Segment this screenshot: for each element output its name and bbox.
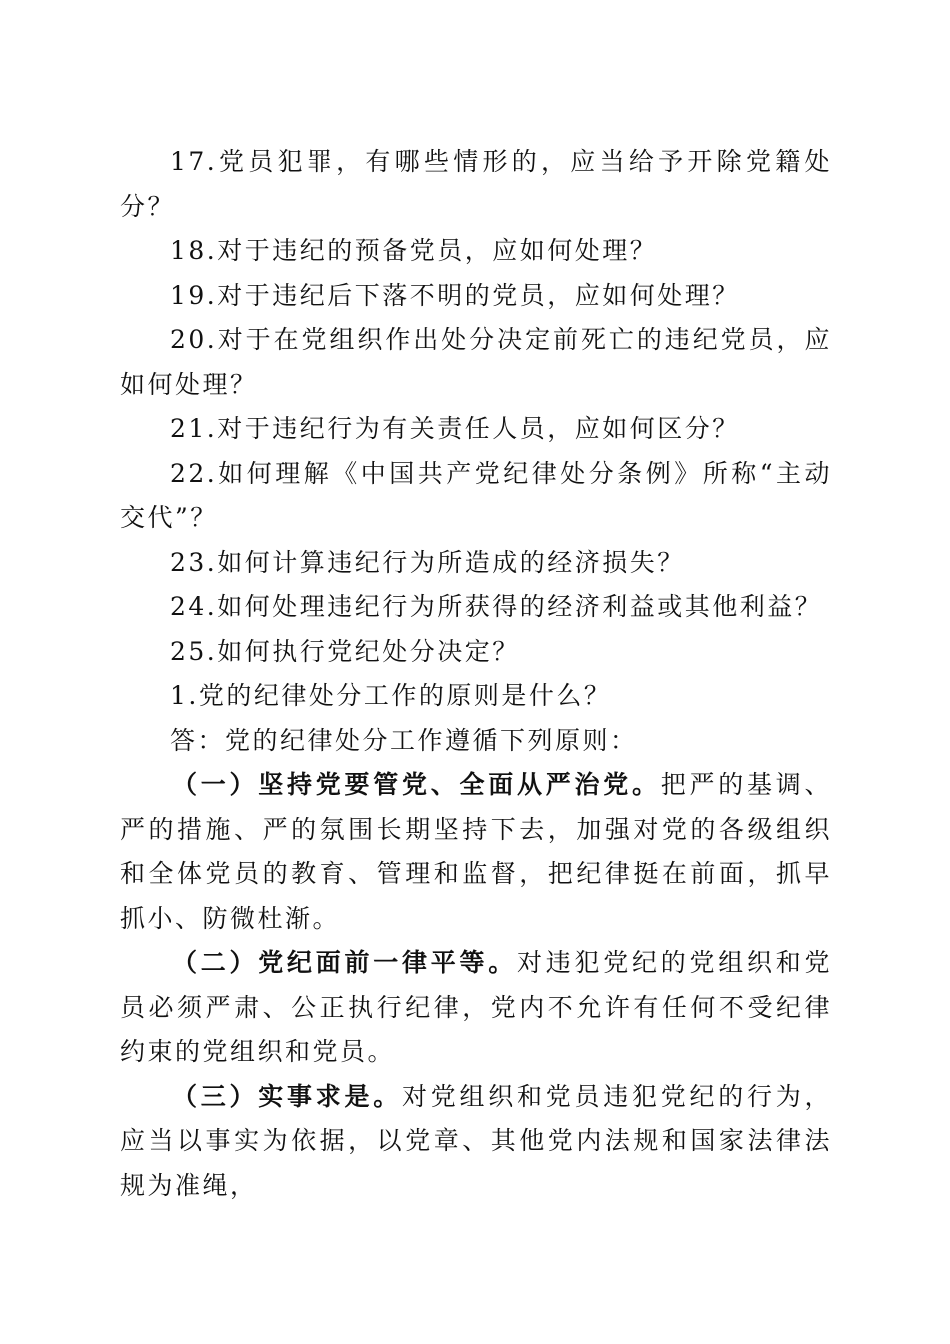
document-body [120,140,832,1208]
question-17: 17.党员犯罪，有哪些情形的，应当给予开除党籍处分？ [120,147,832,221]
principle-3 [120,1075,832,1209]
answer-intro: 答：党的纪律处分工作遵循下列原则： [170,725,638,755]
principle-1 [120,763,832,941]
principle-2 [120,941,832,1075]
principle-1-text: 把严的基调、严的措施、严的氛围长期坚持下去，加强对党的各级组织和全体党员的教育、管理和监督，把纪律挺在前面，抓早抓小、防微杜渐。 [120,770,832,933]
answer-question-1: 1.党的纪律处分工作的原则是什么？ [170,681,612,710]
principle-3-heading: （三）实事求是。 [172,1081,402,1111]
question-23: 23.如何计算违纪行为所造成的经济损失？ [170,547,685,577]
question-21: 21.对于违纪行为有关责任人员，应如何区分？ [170,414,740,443]
principle-1-heading: （一）坚持党要管党、全面从严治党。 [172,770,661,799]
question-22: 22.如何理解《中国共产党纪律处分条例》所称“主动交代”？ [120,458,832,532]
question-19: 19.对于违纪后下落不明的党员，应如何处理？ [170,280,740,310]
question-25: 25.如何执行党纪处分决定？ [170,636,520,666]
principle-3-text: 对党组织和党员违犯党纪的行为，应当以事实为依据，以党章、其他党内法规和国家法律法规为准绳， [120,1081,832,1200]
question-18: 18.对于违纪的预备党员，应如何处理？ [170,236,658,265]
question-20: 20.对于在党组织作出处分决定前死亡的违纪党员，应如何处理？ [120,325,832,399]
principle-2-heading: （二）党纪面前一律平等。 [172,948,517,977]
question-24: 24.如何处理违纪行为所获得的经济利益或其他利益？ [170,592,823,621]
principle-2-text: 对违犯党纪的党组织和党员必须严肃、公正执行纪律，党内不允许有任何不受纪律约束的党组织和党员。 [120,948,832,1066]
